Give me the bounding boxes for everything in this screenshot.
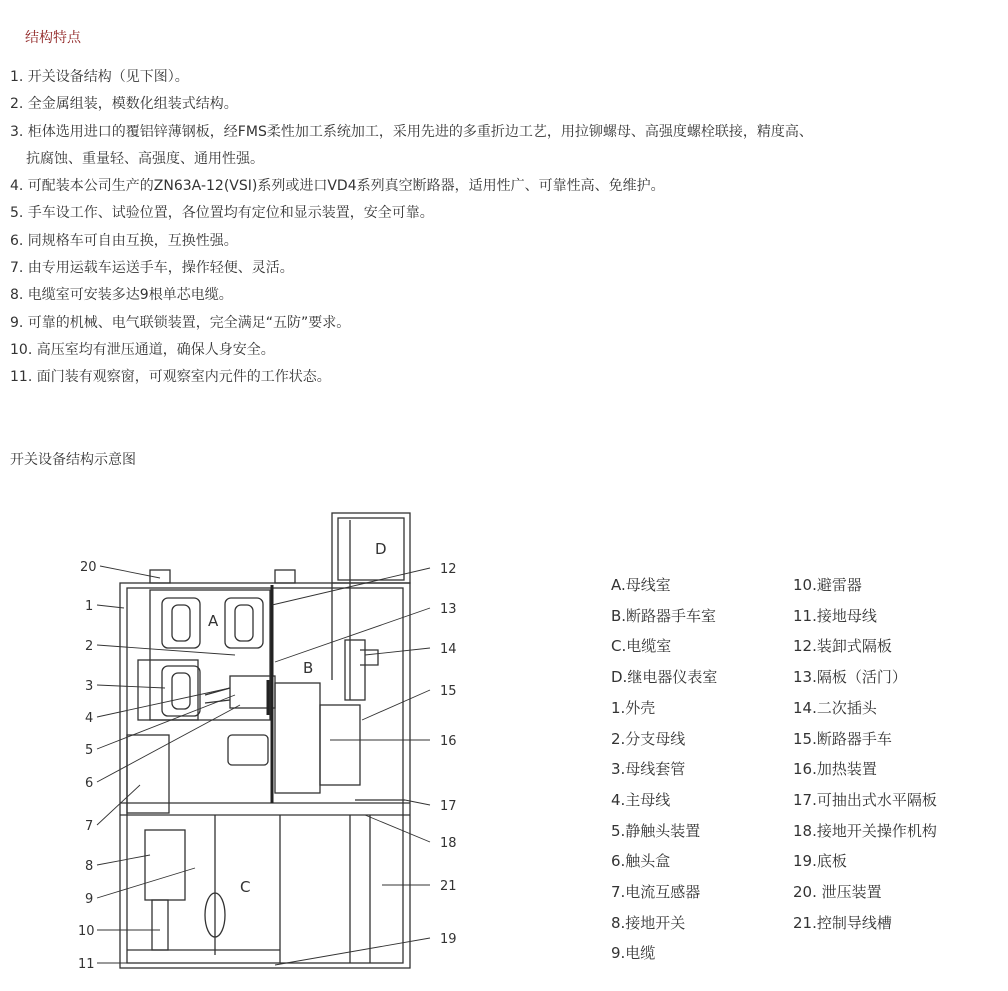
- legend-item: D.继电器仪表室: [611, 668, 718, 687]
- feature-item: 10. 高压室均有泄压通道，确保人身安全。: [10, 341, 275, 358]
- legend-item: 6.触头盒: [611, 852, 671, 871]
- legend-item: 19.底板: [793, 852, 847, 871]
- legend-item: B.断路器手车室: [611, 606, 717, 625]
- callout-9: 9: [85, 892, 94, 907]
- feature-item: 7. 由专用运载车运送手车，操作轻便、灵活。: [10, 260, 294, 277]
- callout-16: 16: [440, 734, 457, 749]
- legend-item: 21.控制导线槽: [793, 913, 892, 932]
- callout-14: 14: [440, 642, 457, 657]
- feature-item: 9. 可靠的机械、电气联锁装置，完全满足“五防”要求。: [10, 314, 351, 331]
- callout-4: 4: [85, 711, 94, 726]
- feature-item-continuation: [10, 146, 813, 173]
- legend-item: 10.避雷器: [793, 576, 862, 594]
- legend-item: 7.电流互感器: [611, 883, 701, 902]
- callout-20: 20: [80, 560, 97, 575]
- feature-item: 5. 手车设工作、试验位置，各位置均有定位和显示装置，安全可靠。: [10, 205, 434, 222]
- legend-item: 13.隔板（活门）: [793, 668, 907, 687]
- section-title: 结构特点: [25, 30, 81, 46]
- legend-item: 3.母线套管: [611, 760, 686, 779]
- callout-10: 10: [78, 924, 95, 939]
- diagram-title: 开关设备结构示意图: [10, 452, 136, 468]
- callout-2: 2: [85, 639, 94, 654]
- legend-left: [611, 570, 717, 969]
- callout-18: 18: [440, 836, 457, 851]
- legend-item: 2.分支母线: [611, 729, 686, 748]
- callout-12: 12: [440, 562, 457, 577]
- legend-item: 14.二次插头: [793, 698, 877, 717]
- legend-item: 8.接地开关: [611, 913, 686, 932]
- legend-item: 15.断路器手车: [793, 729, 892, 748]
- callout-11: 11: [78, 957, 95, 972]
- legend-item: 9.电缆: [611, 944, 656, 963]
- legend-item: 4.主母线: [611, 790, 671, 809]
- callout-3: 3: [85, 679, 94, 694]
- feature-item: 3. 柜体选用进口的覆铝锌薄钢板，经FMS柔性加工系统加工，采用先进的多重折边工艺，用拉铆螺母、高强度螺栓联接，精度高、: [10, 123, 813, 140]
- feature-continuation-text: 抗腐蚀、重量轻、高强度、通用性强。: [26, 150, 264, 167]
- callout-5: 5: [85, 743, 94, 758]
- compartment-label-a: A: [208, 612, 219, 630]
- legend-item: 1.外壳: [611, 698, 656, 717]
- legend-item: 16.加热装置: [793, 760, 877, 779]
- callout-19: 19: [440, 932, 457, 947]
- callout-13: 13: [440, 602, 457, 617]
- legend-item: 12.装卸式隔板: [793, 637, 892, 656]
- callout-21: 21: [440, 879, 457, 894]
- legend-item: 17.可抽出式水平隔板: [793, 790, 937, 809]
- feature-item: 2. 全金属组装，模数化组装式结构。: [10, 96, 238, 113]
- feature-item: 4. 可配装本公司生产的ZN63A-12(VSI)系列或进口VD4系列真空断路器，适用性广、可靠性高、免维护。: [10, 178, 665, 195]
- legend-right: [793, 570, 937, 938]
- feature-list: [10, 64, 813, 392]
- legend-item: 11.接地母线: [793, 606, 877, 625]
- compartment-label-d: D: [375, 540, 387, 558]
- legend-item: 18.接地开关操作机构: [793, 821, 937, 840]
- compartment-label-c: C: [240, 878, 251, 896]
- feature-item: 11. 面门装有观察窗，可观察室内元件的工作状态。: [10, 369, 331, 386]
- legend-item: 5.静触头装置: [611, 821, 701, 840]
- feature-item: 6. 同规格车可自由互换，互换性强。: [10, 232, 238, 249]
- callout-8: 8: [85, 859, 94, 874]
- callout-17: 17: [440, 799, 457, 814]
- callout-7: 7: [85, 819, 94, 834]
- callout-15: 15: [440, 684, 457, 699]
- callout-6: 6: [85, 776, 94, 791]
- legend-item: A.母线室: [611, 576, 671, 594]
- legend-item: C.电缆室: [611, 637, 672, 656]
- legend-item: 20. 泄压装置: [793, 883, 882, 902]
- compartment-label-b: B: [303, 659, 314, 677]
- feature-item: 8. 电缆室可安装多达9根单芯电缆。: [10, 287, 233, 304]
- feature-item: 1. 开关设备结构（见下图）。: [10, 69, 189, 85]
- callout-1: 1: [85, 599, 94, 614]
